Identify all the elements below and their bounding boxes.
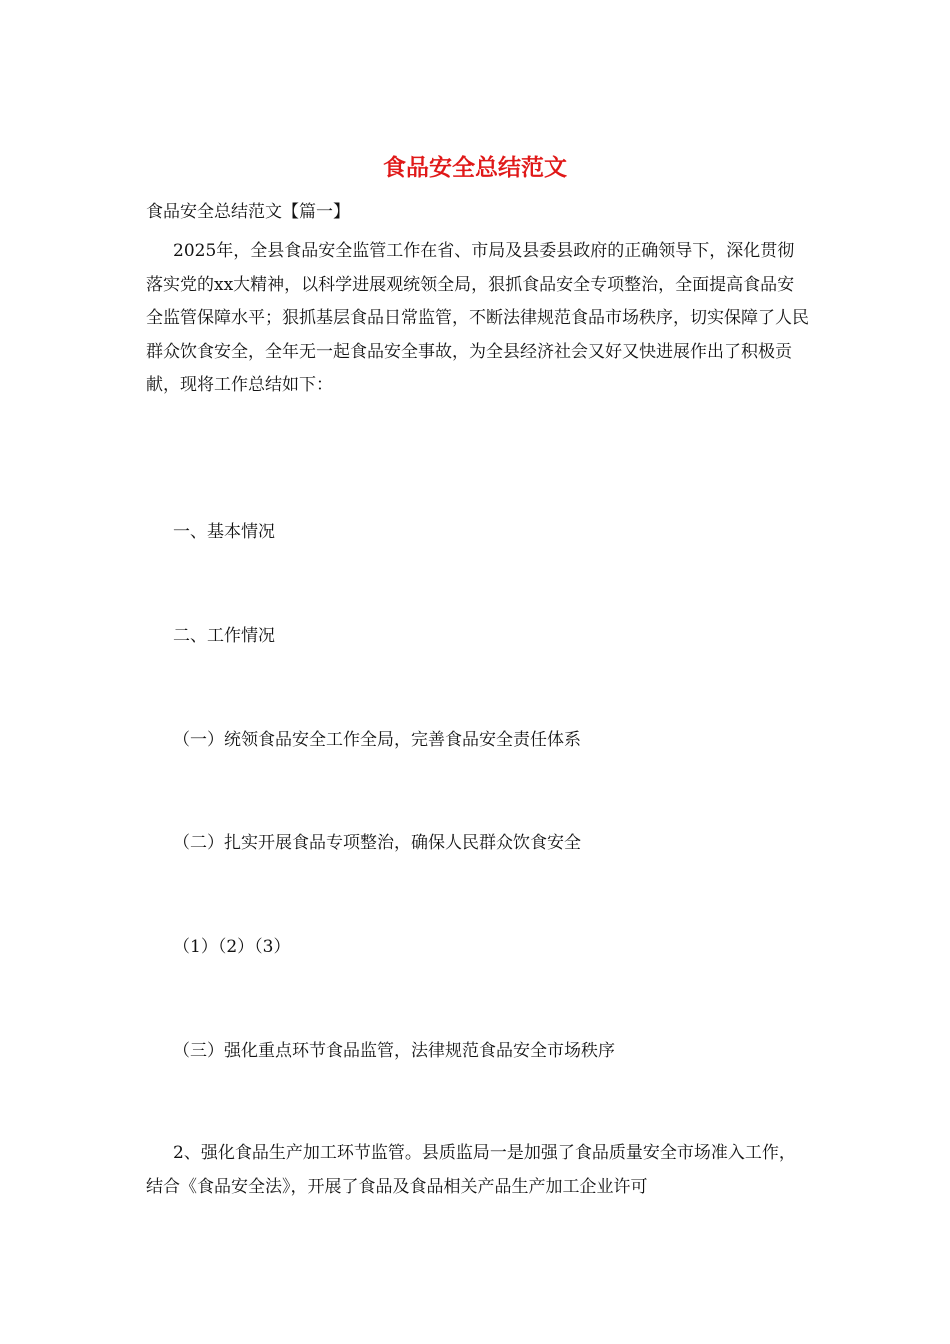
body-paragraph: 2、强化食品生产加工环节监管。县质监局一是加强了食品质量安全市场准入工作，结合《食品安全法》，开展了食品及食品相关产品生产加工企业许可 xyxy=(146,1143,796,1197)
numbered-items: （1）（2）（3） xyxy=(173,937,291,957)
section-heading-work: 二、工作情况 xyxy=(173,626,275,646)
subsection-heading-3: （三）强化重点环节食品监管，法律规范食品安全市场秩序 xyxy=(173,1041,615,1061)
intro-paragraph: 2025年，全县食品安全监管工作在省、市局及县委县政府的正确领导下，深化贯彻落实党的xx大精神，以科学进展观统领全局，狠抓食品安全专项整治，全面提高食品安全监管保障水平；狠抓基层食品日常监管，不断法律规范食品市场秩序，切实保障了人民群众饮食安全，全年无一起食品安全事故，为全县经济社会又好又快进展作出了积极贡献，现将工作总结如下： xyxy=(146,241,809,395)
document-subtitle: 食品安全总结范文【篇一】 xyxy=(146,202,350,222)
section-heading-basic: 一、基本情况 xyxy=(173,522,275,542)
subsection-heading-1: （一）统领食品安全工作全局，完善食品安全责任体系 xyxy=(173,730,581,750)
document-title: 食品安全总结范文 xyxy=(383,154,567,181)
subsection-heading-2: （二）扎实开展食品专项整治，确保人民群众饮食安全 xyxy=(173,833,581,853)
